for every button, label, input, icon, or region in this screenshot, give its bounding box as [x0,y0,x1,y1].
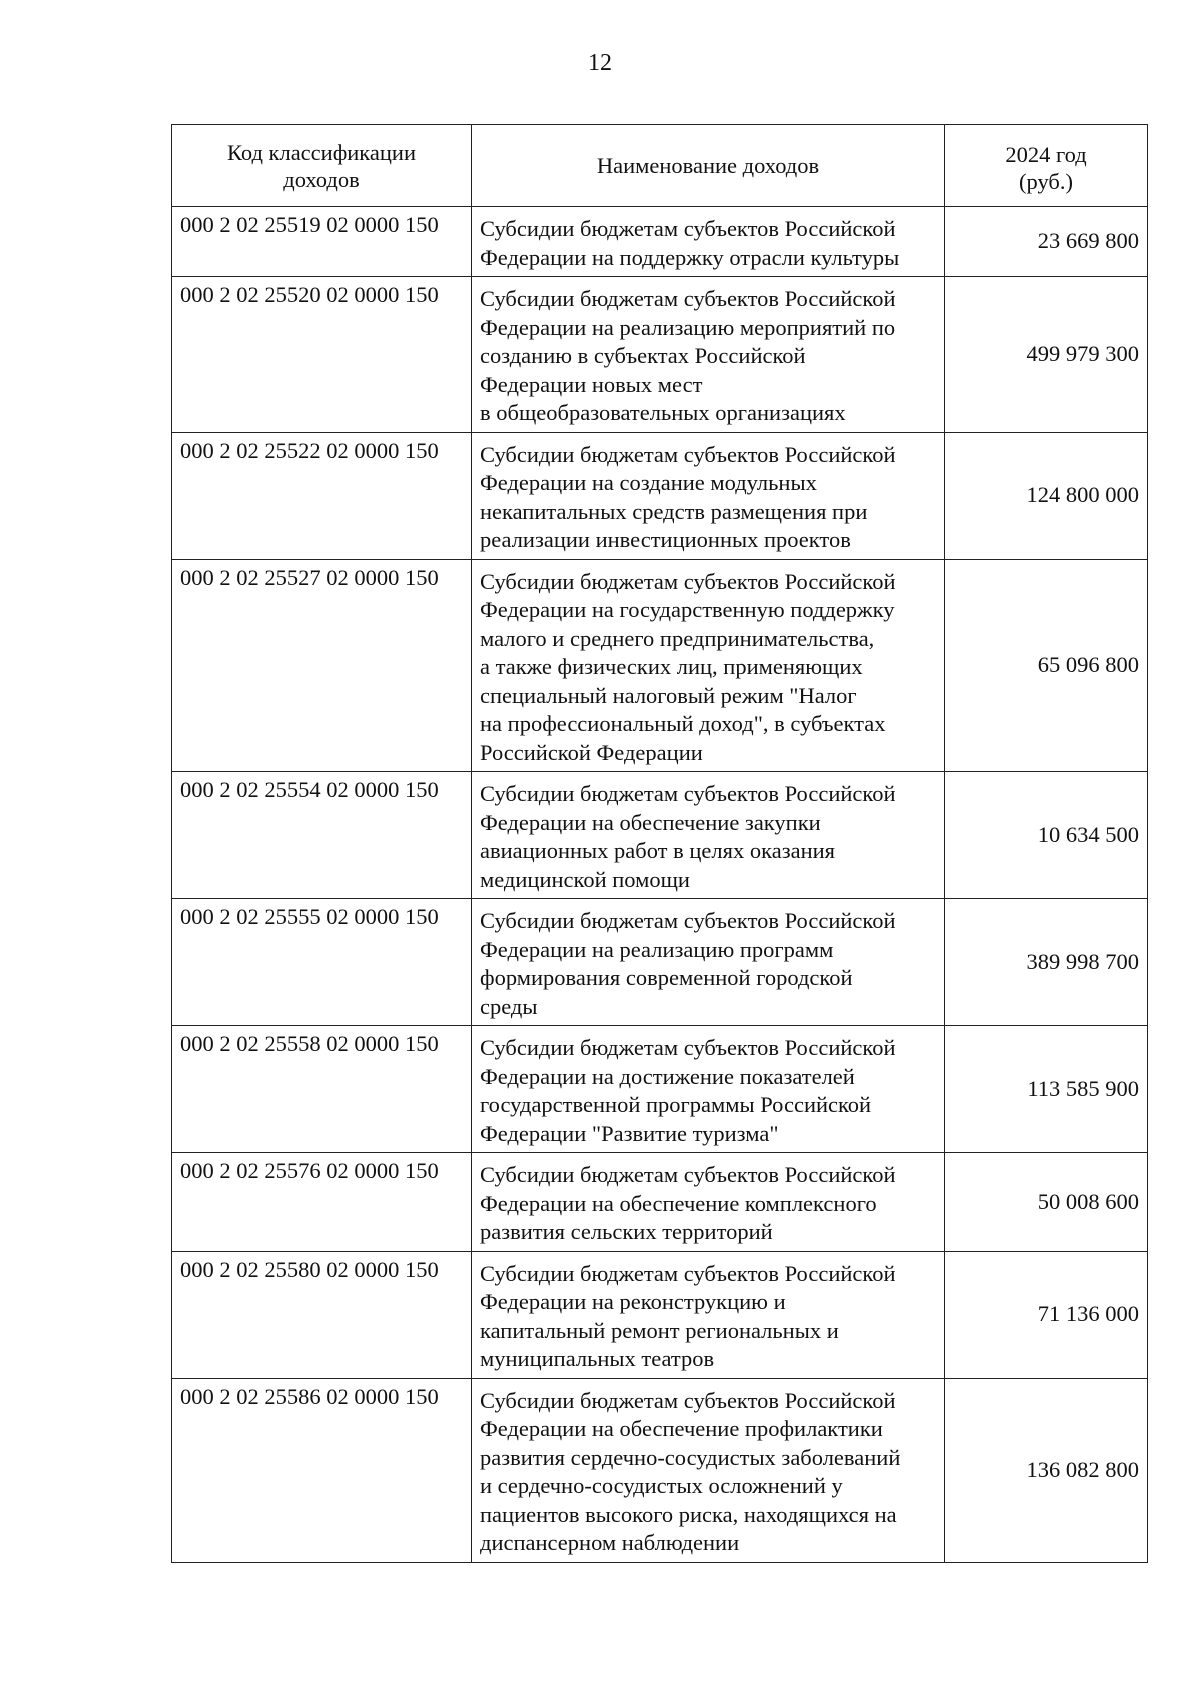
table-row [172,1378,1148,1562]
income-name-line: капитальный ремонт региональных и [480,1317,839,1343]
table-body [172,207,1148,1563]
income-name-line: реализации инвестиционных проектов [480,527,851,552]
income-name-cell [472,1153,945,1252]
income-code-cell: 000 2 02 25586 02 0000 150 [172,1378,472,1562]
income-name-line: Субсидии бюджетам субъектов Российской [480,568,896,594]
income-name-line: Субсидии бюджетам субъектов Российской [480,1162,896,1187]
income-name-line: Федерации на обеспечение закупки [480,809,821,835]
income-amount-cell: 65 096 800 [945,559,1148,772]
income-amount-cell: 499 979 300 [945,277,1148,433]
income-name-line: специальный налоговый режим "Налог [480,682,857,708]
income-name-line: Федерации новых мест [480,371,703,397]
income-amount-cell: 23 669 800 [945,207,1148,277]
income-name-line: Федерации на реализацию мероприятий по [480,314,896,340]
income-name-line: Субсидии бюджетам субъектов Российской [480,286,896,311]
income-name-cell [472,1251,945,1378]
income-name-line: развития сердечно-сосудистых заболеваний [480,1444,901,1470]
income-name-cell [472,1378,945,1562]
income-name-line: в общеобразовательных организациях [480,400,846,425]
income-name-line: авиационных работ в целях оказания [480,838,836,863]
table-row [172,772,1148,899]
page-number: 12 [588,50,612,76]
income-name-line: государственной программы Российской [480,1092,872,1117]
income-code-cell: 000 2 02 25558 02 0000 150 [172,1026,472,1153]
income-name-line: развития сельских территорий [480,1219,773,1244]
income-amount-cell: 71 136 000 [945,1251,1148,1378]
income-amount-cell: 124 800 000 [945,432,1148,559]
income-amount-cell: 136 082 800 [945,1378,1148,1562]
income-name-line: Субсидии бюджетам субъектов Российской [480,781,896,806]
income-name-line: созданию в субъектах Российской [480,343,806,368]
income-name-cell [472,559,945,772]
income-name-line: Федерации на создание модульных [480,470,817,495]
income-name-line: Субсидии бюджетам субъектов Российской [480,1387,896,1413]
table-row [172,899,1148,1026]
income-name-line: Федерации на обеспечение профилактики [480,1416,883,1441]
income-name-line: Федерации на обеспечение комплексного [480,1190,877,1216]
table-row [172,207,1148,277]
income-name-cell [472,207,945,277]
income-name-line: Российской Федерации [480,739,703,765]
income-name-line: Субсидии бюджетам субъектов Российской [480,1035,896,1060]
income-name-line: Субсидии бюджетам субъектов Российской [480,908,896,933]
income-name-line: муниципальных театров [480,1346,715,1371]
table-header-row [172,125,1148,207]
income-name-cell [472,432,945,559]
income-code-cell: 000 2 02 25554 02 0000 150 [172,772,472,899]
header-code [172,125,472,207]
table-row [172,1026,1148,1153]
income-amount-cell: 50 008 600 [945,1153,1148,1252]
income-name-line: медицинской помощи [480,866,690,892]
table-row [172,1153,1148,1252]
income-name-line: на профессиональный доход", в субъектах [480,711,886,736]
header-code-line: Код классификации [226,139,417,165]
income-name-line: Федерации на достижение показателей [480,1063,855,1089]
header-code-line: доходов [283,166,360,192]
table-row [172,559,1148,772]
income-name-line: Федерации на реализацию программ [480,936,834,962]
header-amount-line: (руб.) [1019,168,1073,194]
header-amount-line: 2024 год [1005,141,1087,167]
income-name-cell [472,277,945,433]
income-amount-cell: 113 585 900 [945,1026,1148,1153]
income-name-line: Федерации "Развитие туризма" [480,1120,779,1146]
income-table [171,124,1148,1563]
income-code-cell: 000 2 02 25527 02 0000 150 [172,559,472,772]
income-name-line: Федерации на поддержку отрасли культуры [480,244,900,270]
header-name: Наименование доходов [472,125,945,207]
income-name-line: и сердечно-сосудистых осложнений у [480,1473,843,1498]
income-code-cell: 000 2 02 25520 02 0000 150 [172,277,472,433]
income-name-line: а также физических лиц, применяющих [480,654,863,679]
income-name-cell [472,1026,945,1153]
income-code-cell: 000 2 02 25580 02 0000 150 [172,1251,472,1378]
income-code-cell: 000 2 02 25555 02 0000 150 [172,899,472,1026]
income-amount-cell: 389 998 700 [945,899,1148,1026]
income-name-line: пациентов высокого риска, находящихся на [480,1501,897,1527]
income-code-cell: 000 2 02 25576 02 0000 150 [172,1153,472,1252]
table-row [172,432,1148,559]
income-name-line: Субсидии бюджетам субъектов Российской [480,1260,896,1286]
income-code-cell: 000 2 02 25519 02 0000 150 [172,207,472,277]
income-code-cell: 000 2 02 25522 02 0000 150 [172,432,472,559]
income-name-cell [472,772,945,899]
income-name-line: Субсидии бюджетам субъектов Российской [480,216,896,241]
table-row [172,1251,1148,1378]
income-name-line: Федерации на государственную поддержку [480,597,895,622]
income-name-line: Субсидии бюджетам субъектов Российской [480,441,896,467]
table-row [172,277,1148,433]
header-amount [945,125,1148,207]
income-name-cell [472,899,945,1026]
income-name-line: некапитальных средств размещения при [480,498,868,524]
income-name-line: Федерации на реконструкцию и [480,1289,786,1314]
income-amount-cell: 10 634 500 [945,772,1148,899]
income-name-line: формирования современной городской [480,965,853,990]
income-name-line: среды [480,993,538,1019]
income-name-line: малого и среднего предпринимательства, [480,625,875,651]
income-name-line: диспансерном наблюдении [480,1530,740,1555]
